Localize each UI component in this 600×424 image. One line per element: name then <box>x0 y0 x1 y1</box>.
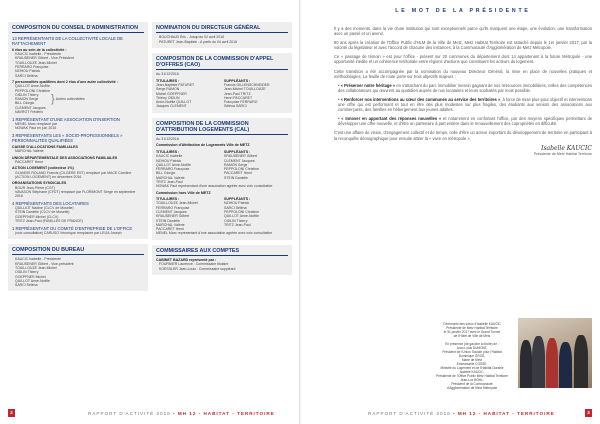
list-item: STEIN Danielle <box>156 218 180 223</box>
group-title: 13 REPRÉSENTANTS DE LA COLLECTIVITÉ LOCALE DE RATTACHEMENT <box>12 35 123 46</box>
objective-lead: « Innover en apportant des réponses nouvelles » <box>341 116 442 122</box>
cao-suppleants <box>224 77 288 109</box>
suppleants-heading: SUPPLÉANTS : <box>224 196 251 201</box>
list-item: PEPPOLONI Christine <box>224 167 260 172</box>
list-item: SARCI Séléna <box>224 205 247 210</box>
conseil-title: COMPOSITION DU CONSEIL D'ADMINISTRATION <box>12 25 144 33</box>
list-item: OIDLIN Thierry <box>15 270 39 275</box>
list-item: TRITZ Jean-Paul <box>156 179 183 184</box>
list-item: Jean-Luc BOHL, <box>460 378 484 382</box>
member-list <box>12 122 144 131</box>
group-title: 4 REPRÉSENTANTS DES LOCATAIRES <box>12 201 89 207</box>
comptes-box <box>152 245 292 275</box>
list-item: BILL Giorgio <box>15 101 35 106</box>
footer-prefix: RAPPORT D'ACTIVITÉ 2016 • <box>368 411 458 416</box>
list-item: QUILLOT Anne-Noëlle <box>15 84 50 89</box>
objective-text: en s'attachant du parc immobilier messin gagnant de nos ressources immobilières, celles des compétences des collaborateurs qui œuvrent au quotidien auprès de nos locataires et leurs souhaités par mois possible. <box>338 82 592 93</box>
cao-members <box>156 77 288 109</box>
page-number-left: 2 <box>8 409 15 417</box>
list-item: Emmanuelle COSSE, <box>456 362 488 366</box>
group-subtitle: 6 élus au sein de la collectivité : <box>12 47 67 52</box>
list-item: FERRARO Françoise <box>156 167 190 172</box>
list-item: CLEMENT Jacques <box>156 209 187 214</box>
page-number-right: 3 <box>585 409 592 417</box>
list-item: TOUILLOUZE Jean-Michel <box>15 60 57 65</box>
member-list <box>12 160 144 164</box>
nomination-box <box>152 22 292 48</box>
member-list <box>156 83 220 109</box>
list-item: Ministre du Logement et de l'Habitat Durable <box>440 366 504 370</box>
list-item: KAUCIC Isabelle - Présidente <box>15 257 62 262</box>
member-list <box>12 149 144 153</box>
list-item: NAVROT Frédéric <box>15 110 44 115</box>
list-item: Cérémonie des vœux d'Isabelle KAUCIC <box>443 322 501 326</box>
list-item: OIDLIN Thierry <box>224 218 248 223</box>
list-item: Serge RAMON <box>156 87 180 92</box>
suppleants-heading: SUPPLÉANTS : <box>224 149 251 154</box>
page-title: LE MOT DE LA PRÉSIDENTE <box>395 8 531 14</box>
group-title: 1 REPRÉSENTANT D'UNE ASSOCIATION D'INSERTION <box>12 116 120 122</box>
member-list <box>156 201 220 231</box>
objective-text: , à force de mise plus-pour objectif et interventions une offre qui est performant et tout en être des plus modestes sur plus fragiles, des étudiants aux seniors des associations aux commerçants, des familles en hébergement aux jeunes adultes. <box>338 96 592 113</box>
group-subtitle: ACTION LOGEMENT (collecteur 1%) <box>12 166 74 171</box>
person-figure <box>532 336 545 388</box>
list-item: QUILLOT Anne-Noëlle <box>224 214 259 219</box>
list-item: PACCARET Henri <box>15 160 44 165</box>
paragraph: Il y a des moments, dans la vie d'une institution qui sont exceptionnels parce qu'ils marquent une étape, une évolution, une transformation avec un passé et un avenir. <box>334 26 592 37</box>
list-item: TRITZ Jean-Paul (FAMILLES DE FRANCE) <box>15 219 83 224</box>
list-item: (voix consultative) CARUSO Véronique remplacée par LEIJA Joseph <box>15 230 122 235</box>
group-subtitle: UNION DÉPARTEMENTALE DES ASSOCIATIONS FAMILIALES <box>12 155 118 160</box>
cal-date: Au 31/12/2016 <box>156 137 179 142</box>
cal-suppleants <box>224 148 288 184</box>
objective-bullet: • « Renforcer nos interventions au cœur des communes au service des territoires », à force de mise plus-pour objectif et interventions une offre qui est performant et tout en être des plus modestes sur plus fragiles, des étudiants aux seniors des associations aux commerçants, des familles en hébergement aux jeunes adultes. <box>338 96 592 113</box>
list-item: BILL Giorgio <box>156 171 176 176</box>
cal-metz-members <box>156 148 288 184</box>
objective-lead: « Renforcer nos interventions au cœur des communes au service des territoires » <box>340 96 501 102</box>
left-column-2 <box>152 22 292 406</box>
list-item: Michel GOEPFNER <box>156 91 187 96</box>
group-subtitle: ORGANISATIONS SYNDICALES <box>12 181 67 186</box>
member-list <box>156 35 288 44</box>
list-item: PACCARET Henri <box>224 171 253 176</box>
list-item: Thierry OIDLIN <box>156 95 180 100</box>
objective-lead: « Préserver notre héritage » <box>340 82 396 88</box>
nomination-title: NOMINATION DU DIRECTEUR GÉNÉRAL <box>156 25 288 33</box>
cal-note: MENEL Marc représentant d'une association agréée avec voix consultative <box>156 231 273 236</box>
cal-suppleants-2 <box>224 195 288 231</box>
list-item: NOWAK Paul en juin 2016 <box>15 126 57 131</box>
comptes-subtitle: CABINET BAZARD représenté par : <box>156 257 217 262</box>
list-item: FERRARO Françoise <box>15 65 49 69</box>
footer-prefix: RAPPORT D'ACTIVITÉ 2016 • <box>88 411 178 416</box>
list-item: FOURNIER Laurence : Commissaire titulaire <box>159 262 229 267</box>
list-item: SARCI Séléna <box>15 73 38 78</box>
left-column-1 <box>8 22 148 406</box>
list-item: KRAUSENER Gilbert <box>156 214 190 219</box>
cal-titulaires <box>156 148 220 184</box>
group-subtitle: CAISSE D'ALLOCATIONS FAMILIALES <box>12 144 78 149</box>
objective-text: et notamment en confortant l'office, par des moyens spécifiques permettant de développer une offre nouvelle, et d'être un partenaire à part entière dans le renouvellement des copropriétés en difficulté. <box>338 116 592 127</box>
list-item: GOEPFNER Michel <box>15 274 46 279</box>
person-figure <box>559 342 572 388</box>
list-item: QUILLIOT Nadine (CLCV de Moselle) <box>15 206 74 211</box>
paragraph: Cette transition a été accompagnée par la nomination du nouveau Directeur Général, la mise en place de nouvelles pratiques et méthodologies. La feuille de route porte sur trois objectifs majeurs : <box>334 68 592 79</box>
list-item: BOUCHAUD Éric - Jusqu'au 02 avril 2016 <box>159 35 225 40</box>
cal-box <box>152 118 292 240</box>
list-item: SARCI Séléna <box>15 283 38 288</box>
person-figure <box>574 335 588 388</box>
list-item: MARCHAL Valérie <box>156 222 185 227</box>
photo-caption <box>430 322 514 390</box>
conseil-box <box>8 22 148 239</box>
list-item: En présence (de gauche à droite) de : <box>445 342 499 346</box>
list-item: KAUCIC Isabelle - Présidente <box>15 52 62 57</box>
list-item: KRAUSENER Gilbert - Vice-président <box>15 261 74 266</box>
suppleants-heading: SUPPLÉANTS : <box>224 78 251 83</box>
member-list <box>156 154 220 184</box>
brace-note: Autres collectivités <box>55 97 85 102</box>
list-item: NZIHOU Patrick <box>156 158 182 163</box>
list-item: Françoise FERRARO <box>224 100 258 105</box>
paragraph: C'est une affaire de vision, d'engagement collectif et de temps, celle d'être un acteur important du développement de territoire en participant à la reconquête démographique pour ensuite attirer la « vivre en métropole ». <box>334 130 592 141</box>
cal-metz-heading: Commission d'Attribution de Logements Ville de METZ <box>156 143 250 148</box>
list-item: STEIN Danielle (CLCV de Moselle) <box>15 210 70 215</box>
list-item: NZIHOU Patrick <box>15 69 41 74</box>
cao-box <box>152 53 292 113</box>
list-item: Jean-Michel TOUILLOUZE <box>224 87 266 92</box>
member-list <box>156 262 288 271</box>
person-figure <box>546 338 558 388</box>
list-item: d'Agglomération de Metz Métropole <box>446 386 498 390</box>
list-item: PEPPOLONI Christine <box>224 209 260 214</box>
group-subtitle: 7 personnalités qualifiées dont 2 élus d'une autre collectivité : <box>12 79 118 84</box>
list-item: KRAUSENER Gilbert <box>224 154 258 159</box>
bureau-title: COMPOSITION DU BUREAU <box>12 247 144 255</box>
member-list <box>12 206 144 223</box>
list-item: Président de la Communauté <box>451 382 493 386</box>
list-item: Anne-Noëlle QUILLOT <box>156 100 192 105</box>
page-gutter <box>299 0 301 424</box>
list-item: OIDLIN Thierry <box>15 92 39 97</box>
list-item: Séléna SARCI <box>224 104 247 109</box>
list-item: Henri PACCARET <box>224 95 253 100</box>
signature-block <box>334 145 592 156</box>
member-list <box>224 154 288 180</box>
list-item: MARCHAL Valérie <box>15 149 44 154</box>
titulaires-heading: TITULAIRES : <box>156 149 180 154</box>
ceremony-photo <box>518 318 592 388</box>
cal-note: NOWAK Paul représentant d'une association agréée avec voix consultative <box>156 184 273 189</box>
footer-brand: MH 12 - HABITAT - TERRITOIRE <box>457 411 555 416</box>
cao-date: Au 31/12/2016 <box>156 72 179 77</box>
qualified-members <box>12 84 144 114</box>
list-item: Jean Louis DUMONT, <box>456 346 488 350</box>
list-item: PACCARET Henri <box>156 227 185 232</box>
signature-name: Isabelle KAUCIC <box>541 144 592 152</box>
footer-left <box>88 411 275 416</box>
paragraph: 80 ans après la création de l'Office Public d'HLM de la Ville de Metz, Metz Habitat Territoire est rattaché depuis le 1er janvier 2017, par la volonté du législateur et avec l'accord de chacune des instances, à la Communauté d'Agglomération de Metz Métropole. <box>334 40 592 51</box>
list-item: Présidente de l'Office Public Metz Habitat Territoire <box>436 374 508 378</box>
group-title: 1 REPRÉSENTANT DU COMITÉ D'ENTREPRISE DE L'OFFICE <box>12 225 133 231</box>
list-item: KOESSLER Jean-Louis : Commissaire suppléant <box>159 266 236 271</box>
list-item: le 31 janvier 2017 avec le Grand Tunnel <box>443 330 501 334</box>
list-item: STEIN Danielle <box>224 175 248 180</box>
list-item: MENEL Marc remplacé par <box>15 121 58 126</box>
list-item: RAMON Serge <box>224 162 248 167</box>
list-item: Dominique GROS, <box>458 354 486 358</box>
list-item: CLEMENT Jacques <box>15 105 46 110</box>
list-item: CLEMENT Jacques <box>224 158 255 163</box>
cal-title: COMPOSITION DE LA COMMISSION D'ATTRIBUTION LOGEMENTS (CAL) <box>156 121 288 135</box>
member-list <box>12 84 50 114</box>
footer-right <box>368 411 555 416</box>
list-item: Francis GILLENSCHNEIDER <box>224 82 270 87</box>
list-item: de l'Hôtel de Ville de Metz <box>453 334 491 338</box>
brace-icon: } <box>51 92 55 105</box>
list-item: QUILLOT Anne-Noëlle <box>15 278 50 283</box>
list-item: TOUILLOUZE Jean-Michel <box>156 201 198 206</box>
member-list <box>12 257 144 287</box>
cal-hors-members <box>156 195 288 231</box>
list-item: Isabelle KAUCIC, <box>459 370 485 374</box>
paragraph: Ce « passage de témoin » est pour l'office - présent sur 20 communes du département dont 14 appartenant à la future Métropole - une opportunité inédite et un cohérence territoriale entre régions d'actions que constituent les acteurs du logement. <box>334 54 592 65</box>
footer-brand: MH 12 - HABITAT - TERRITOIRE <box>177 411 275 416</box>
list-item: PATURET Jean-Baptiste - A partir du 04 avril 2016 <box>159 39 238 44</box>
list-item: Jean-Baptiste PATURET <box>156 82 195 87</box>
list-item: Présidente de Metz Habitat Territoire <box>446 326 498 330</box>
list-item: MARCHAL Valérie <box>156 175 185 180</box>
list-item: PEPPOLONI Christine <box>15 88 51 93</box>
list-item: FERRARO Françoise <box>156 205 190 210</box>
list-item: Maire de Metz <box>461 358 483 362</box>
list-item: QUILLOT Anne-Noëlle <box>156 162 191 167</box>
group-title: 3 REPRÉSENTANTS LES « SOCIO-PROFESSIONNELS » PERSONNALITÉS QUALIFIÉES <box>12 132 123 143</box>
member-list <box>12 52 144 78</box>
list-item: TRITZ Jean-Paul <box>224 222 251 227</box>
list-item: VAVASON Stéphane (CFDT) remplacé par FLORIMONT Serge en septembre 2016 <box>15 190 136 199</box>
cal-hors-metz-heading: Commission hors Ville de METZ <box>156 190 211 195</box>
cao-titulaires <box>156 77 220 109</box>
objective-bullet: • « Innover en apportant des réponses nouvelles » et notamment en confortant l'office, par des moyens spécifiques permettant de développer une offre nouvelle, et d'être un partenaire à part entière dans le renouvellement des copropriétés en difficulté. <box>338 116 592 127</box>
titulaires-heading: TITULAIRES : <box>156 196 180 201</box>
list-item: GOEPFNER Michel (CLCV) <box>15 214 59 219</box>
list-item: KRAUSENER Gilbert - Vice-Président <box>15 56 74 61</box>
cal-titulaires-2 <box>156 195 220 231</box>
member-list <box>12 186 144 199</box>
list-item: Président de l'Union Sociale pour l'Habitat <box>442 350 502 354</box>
titulaires-heading: TITULAIRES : <box>156 78 180 83</box>
list-item: NZIHOU Patrick <box>224 201 250 206</box>
list-item: Jean-Paul TRITZ <box>224 91 251 96</box>
list-item: TOUILLOUZE Jean-Michel <box>15 265 57 270</box>
member-list <box>12 231 144 235</box>
list-item: GLANDIS ROLAND Francis (CILGERE EST) remplacé par MACE Caroline (ACTION LOGEMENT) en décembre 2016 <box>15 170 132 180</box>
member-list <box>12 171 144 180</box>
list-item: Jacques CLEMENT <box>156 104 187 109</box>
list-item: BOUR Jean-Pierre (CGT) <box>15 185 55 190</box>
list-item: RAMON Serge <box>15 97 39 102</box>
signature-role: Présidente de Metz Habitat Territoire <box>533 151 592 156</box>
objective-bullet: • « Préserver notre héritage » en s'attachant du parc immobilier messin gagnant de nos ressources immobilières, celles des compétences des collaborateurs qui œuvrent au quotidien auprès de nos locataires et leurs souhaités par mois possible. <box>338 82 592 93</box>
list-item: KAUCIC Isabelle <box>156 154 183 159</box>
member-list <box>224 201 288 227</box>
comptes-title: COMMISSAIRES AUX COMPTES <box>156 248 288 256</box>
person-figure <box>520 340 532 388</box>
cao-title: COMPOSITION DE LA COMMISSION D'APPEL D'OFFRES (CAO) <box>156 56 288 70</box>
bureau-box <box>8 244 148 291</box>
member-list <box>224 83 288 109</box>
